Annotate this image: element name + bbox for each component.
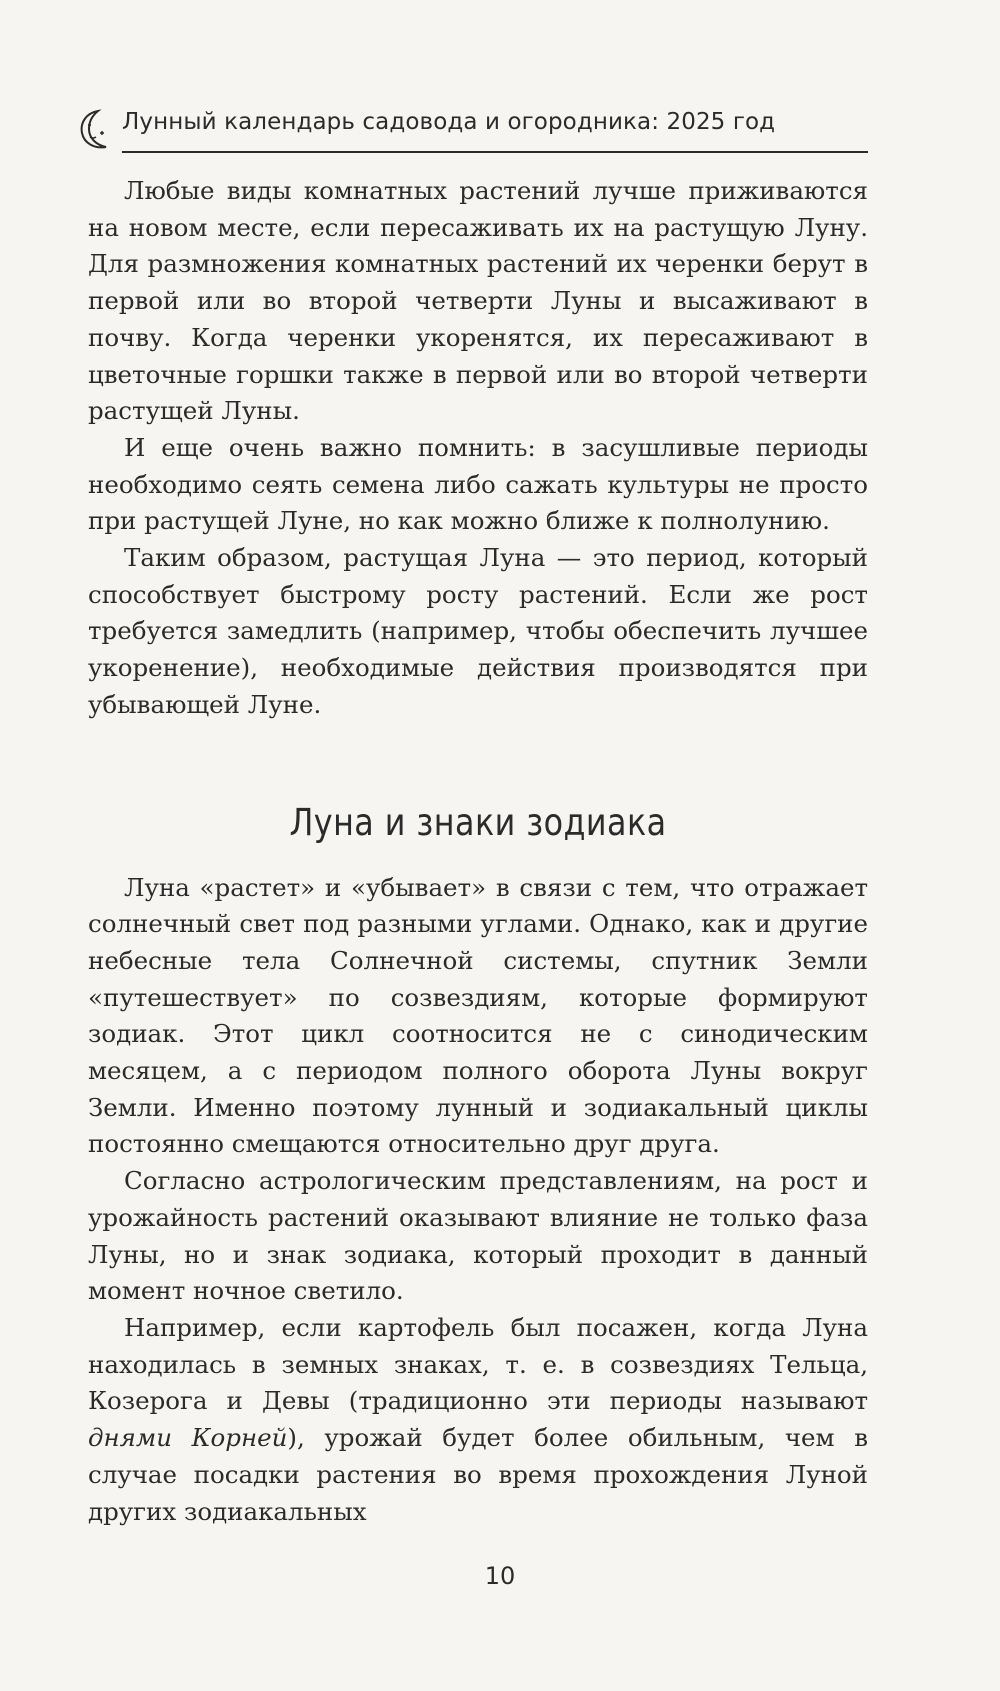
intro-text [88,173,868,724]
paragraph-text: ), урожай будет более обильным, чем в случае посадки растения во время прохождения Луной других зодиакальных [88,1423,869,1526]
running-head [122,95,868,153]
paragraph: Таким образом, растущая Луна — это период, который способствует быстрому росту растений. Если же рост требуется замедлить (например, чтобы обеспечить лучшее укоренение), необходимые действия производятся при убывающей Луне. [88,543,868,719]
paragraph: Согласно астрологическим представлениям, на рост и урожайность растений оказывают влияние не только фаза Луны, но и знак зодиака, который проходит в данный момент ночное светило. [88,1166,868,1306]
crescent-moon-icon [76,107,116,153]
paragraph: Луна «растет» и «убывает» в связи с тем, что отражает солнечный свет под разными углами. Однако, как и другие небесные тела Солнечной системы, спутник Земли «путешествует» по созвездиям, которые формируют зодиак. Этот цикл соотносится не с синодическим месяцем, а с периодом полного оборота Луны вокруг Земли. Именно поэтому лунный и зодиакальный циклы постоянно смещаются относительно друг друга. [88,872,868,1159]
page-number: 10 [484,1562,516,1590]
paragraph [88,1310,868,1530]
paragraph: Любые виды комнатных растений лучше приживаются на новом месте, если пересаживать их на растущую Луну. Для размножения комнатных растений их черенки берут в первой или во второй четверти Луны и высаживают в почву. Когда черенки укоренятся, их пересаживают в цветочные горшки также в первой или во второй четверти растущей Луны. [88,176,868,426]
paragraph: И еще очень важно помнить: в засушливые периоды необходимо сеять семена либо сажать культуры не просто при растущей Луне, но как можно ближе к полнолунию. [88,432,868,536]
section-text [88,870,868,1531]
paragraph-text: Например, если картофель был посажен, когда Луна находилась в земных знаках, т. е. в созвездиях Тельца, Козерога и Девы (традиционно эти периоды называют [88,1312,868,1416]
section-heading: Луна и знаки зодиака [289,800,667,844]
italic-term: днями Корней [88,1423,288,1453]
book-page [88,95,868,1530]
running-title: Лунный календарь садовода и огородника: 2025 год [122,109,776,135]
